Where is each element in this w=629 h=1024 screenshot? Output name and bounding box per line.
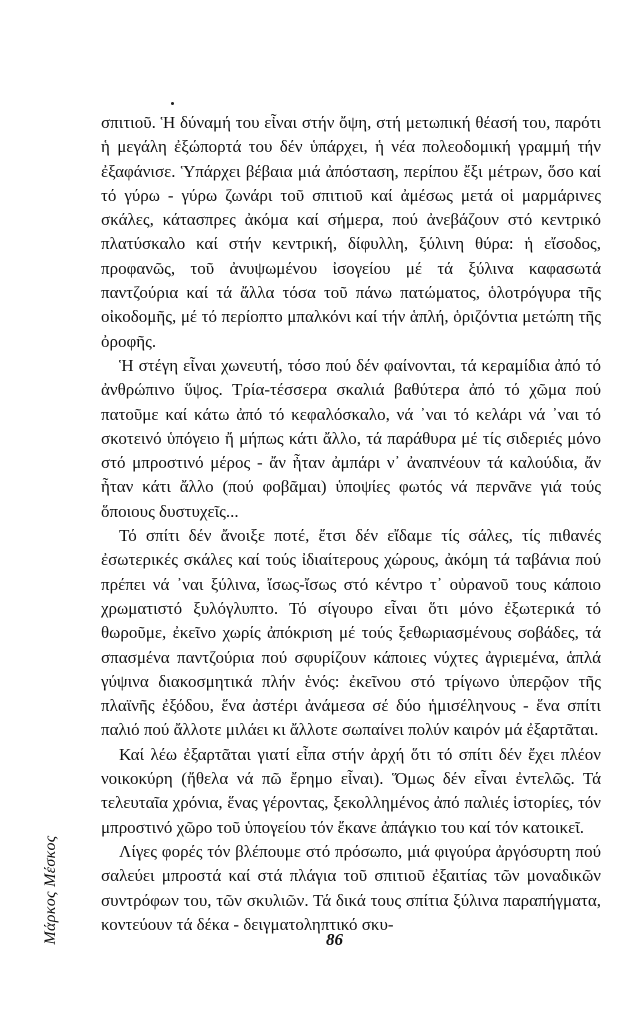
author-name: Μάρκος Μέσκος xyxy=(42,835,59,945)
paragraph-3: Τό σπίτι δέν ἄνοιξε ποτέ, ἔτσι δέν εἴδαμε τίς σάλες, τίς πιθανές ἐσωτερικές σκάλες καί τούς ἰδιαίτερους χώρους, ἀκόμη τά ταβάνια πού πρέπει νά ᾽ναι ξύλινα, ἴσως-ἴσως στό κέντρο τ᾽ οὐρανοῦ τους κάποιο χρωματιστό ξυλόγλυπτο. Τό σίγουρο εἶναι ὅτι μόνο ἐξωτερικά τό θωροῦμε, ἐκεῖνο χωρίς ἀπόκριση μέ τούς ξεθωριασμένους σοβάδες, τά σπασμένα παντζούρια πού σφυρίζουν κάποιες νύχτες ἀγριεμένα, ἁπλά γύψινα διακοσμητικά πλήν ἑνός: ἐκεῖνου στό τρίγωνο ὑπερῷον τῆς πλαϊνῆς ἐξόδου, ἕνα ἀστέρι ἀνάμεσα σέ δύο ἡμισέληνους - ἕνα σπίτι παλιό πού ἄλλοτε μιλάει κι ἄλλοτε σωπαίνει πολύν καιρόν μά ἐξαρτᾶται. xyxy=(101,526,601,740)
body-text xyxy=(101,111,601,937)
paragraph-1: σπιτιοῦ. Ἡ δύναμή του εἶναι στήν ὄψη, στή μετωπική θέασή του, παρότι ἡ μεγάλη ἐξώπορτά του δέν ὑπάρχει, ἡ νέα πολεοδομική γραμμή τήν ἐξαφάνισε. Ὑπάρχει βέβαια μιά ἀπόσταση, περίπου ἔξι μέτρων, ὅσο καί τό γύρω - γύρω ζωνάρι τοῦ σπιτιοῦ καί ἀμέσως μετά οἱ μαρμάρινες σκάλες, κάτασπρες ἀκόμα καί σήμερα, πού ἀνεβάζουν στό κεντρικό πλατύσκαλο καί στήν κεντρική, δίφυλλη, ξύλινη θύρα: ἡ εἴσοδος, προφανῶς, τοῦ ἀνυψωμένου ἰσογείου μέ τά ξύλινα καφασωτά παντζούρια καί τά ἄλλα τόσα τοῦ πάνω πατώματος, ὁλοτρόγυρα τῆς οἰκοδομῆς, μέ τό περίοπτο μπαλκόνι καί τήν ἁπλή, ὁριζόντια μετώπη τῆς ὀροφῆς. xyxy=(101,113,601,351)
paragraph-5: Λίγες φορές τόν βλέπουμε στό πρόσωπο, μιά φιγούρα ἀργόσυρτη πού σαλεύει μπροστά καί στά πλάγια τοῦ σπιτιοῦ ἐξαιτίας τῶν μοναδικῶν συντρόφων του, τῶν σκυλιῶν. Τά δικά τους σπίτια ξύλινα παραπήγματα, κοντεύουν τά δέκα - δειγματοληπτικό σκυ- xyxy=(101,841,601,934)
page-number: 86 xyxy=(326,930,343,949)
paragraph-2: Ἡ στέγη εἶναι χωνευτή, τόσο πού δέν φαίνονται, τά κεραμίδια ἀπό τό ἀνθρώπινο ὕψος. Τρία-τέσσερα σκαλιά βαθύτερα ἀπό τό χῶμα πού πατοῦμε καί κάτω ἀπό τό κεφαλόσκαλο, νά ᾽ναι τό κελάρι νά ᾽ναι τό σκοτεινό ὑπόγειο ἤ μήπως κάτι ἄλλο, τά παράθυρα μέ τίς σιδεριές μόνο στό μπροστινό μέρος - ἄν ἦταν ἀμπάρι ν᾽ ἀναπνέουν τά καλούδια, ἄν ἦταν κάτι ἄλλο (πού φοβᾶμαι) ὑποψίες φωτός νά περνᾶνε γιά τούς ὅποιους δυστυχεῖς... xyxy=(101,355,601,521)
paragraph-4: Καί λέω ἐξαρτᾶται γιατί εἶπα στήν ἀρχή ὅτι τό σπίτι δέν ἔχει πλέον νοικοκύρη (ἤθελα νά πῶ ἔρημο εἶναι). Ὅμως δέν εἶναι ἐντελῶς. Τά τελευταῖα χρόνια, ἕνας γέροντας, ξεκολλημένος ἀπό παλιές ἱστορίες, τόν μπροστινό χῶρο τοῦ ὑπογείου τόν ἔκανε ἀπάγκιο του καί τόν κατοικεῖ. xyxy=(101,744,601,837)
print-speck xyxy=(171,102,174,105)
